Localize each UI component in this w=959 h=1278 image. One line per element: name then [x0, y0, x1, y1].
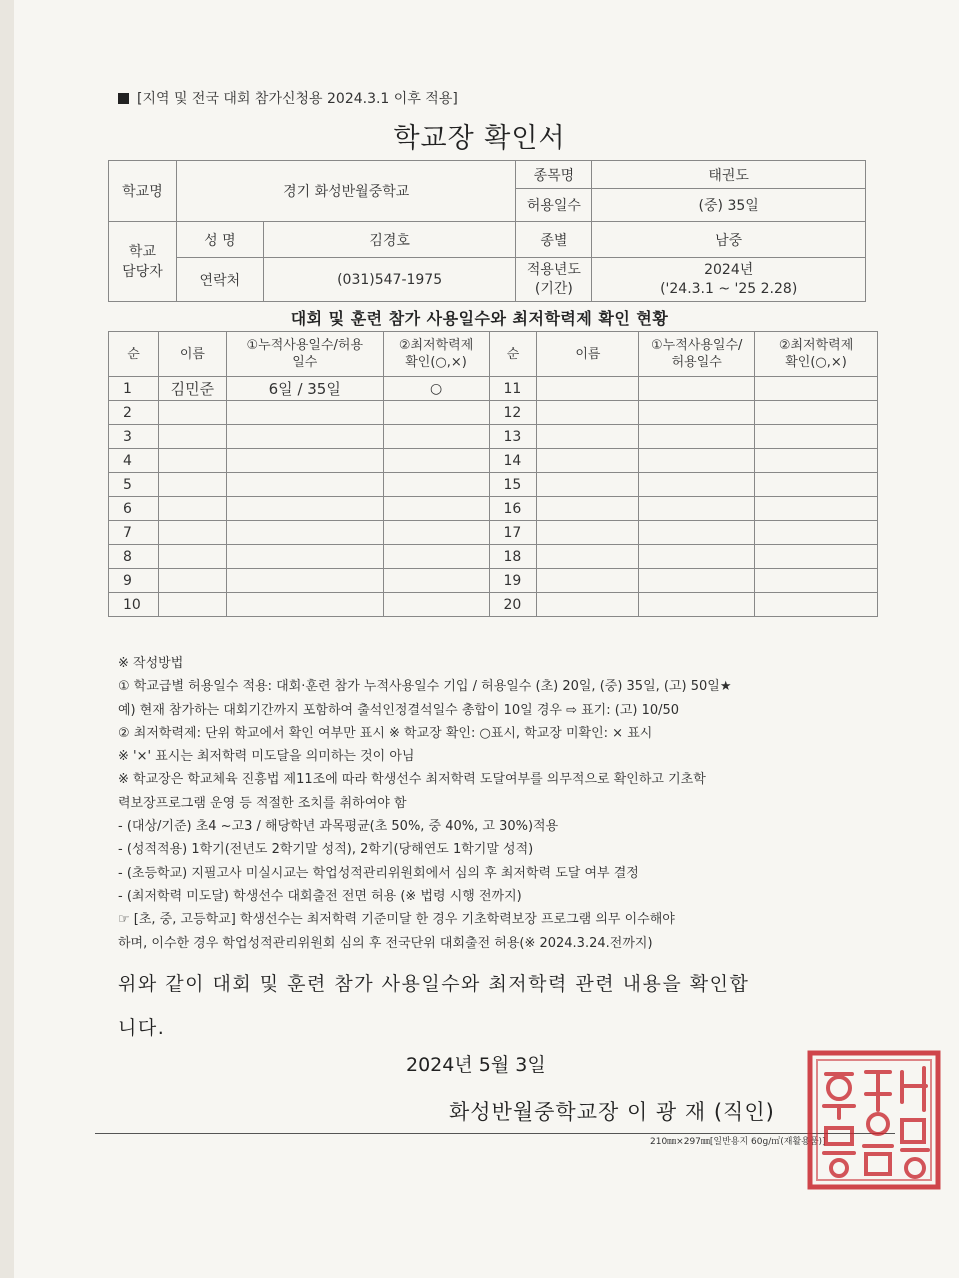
academic-check-2 [755, 521, 878, 545]
student-name [158, 497, 226, 521]
academic-check [383, 593, 489, 617]
row-number: 3 [109, 425, 159, 449]
row-number: 5 [109, 473, 159, 497]
row-number: 7 [109, 521, 159, 545]
academic-check: ○ [383, 377, 489, 401]
table-row [109, 401, 878, 425]
student-name-2 [537, 401, 639, 425]
table-row [109, 569, 878, 593]
used-days [226, 521, 383, 545]
academic-check [383, 521, 489, 545]
header-note: [지역 및 전국 대회 참가신청용 2024.3.1 이후 적용] [118, 88, 458, 108]
contact-label: 연락처 [176, 258, 263, 302]
student-name [158, 449, 226, 473]
student-name [158, 593, 226, 617]
row-number: 8 [109, 545, 159, 569]
academic-check-2 [755, 473, 878, 497]
document-title: 학교장 확인서 [393, 123, 566, 154]
header-days-2: ①누적사용일수/ 허용일수 [639, 332, 755, 377]
event-label: 종목명 [516, 161, 592, 189]
row-number-2: 15 [489, 473, 537, 497]
student-name [158, 521, 226, 545]
academic-check [383, 401, 489, 425]
status-rows [109, 377, 878, 617]
row-number-2: 19 [489, 569, 537, 593]
used-days [226, 449, 383, 473]
used-days-2 [639, 593, 755, 617]
student-name [158, 401, 226, 425]
note-line: ※ 작성방법 [118, 656, 184, 671]
row-number-2: 14 [489, 449, 537, 473]
row-number: 4 [109, 449, 159, 473]
allowed-days-value: (중) 35일 [592, 189, 866, 222]
confirmation-statement [118, 962, 749, 1050]
status-title: 대회 및 훈련 참가 사용일수와 최저학력제 확인 현황 [290, 309, 669, 328]
note-line: - (초등학교) 지필고사 미실시교는 학업성적관리위원회에서 심의 후 최저학력 도달 여부 결정 [118, 865, 639, 881]
table-row [109, 521, 878, 545]
student-name [158, 473, 226, 497]
row-number-2: 16 [489, 497, 537, 521]
year-cell [592, 258, 866, 302]
used-days-2 [639, 473, 755, 497]
note-line: - (성적적용) 1학기(전년도 2학기말 성적), 2학기(당해연도 1학기말 성적) [118, 842, 534, 858]
note-line: ☞ [초, 중, 고등학교] 학생선수는 최저학력 기준미달 한 경우 기초학력보장 프로그램 의무 이수해야 [118, 912, 675, 928]
note-line: ※ '×' 표시는 최저학력 미도달을 의미하는 것이 아님 [118, 749, 415, 765]
student-name [158, 425, 226, 449]
note-line: - (최저학력 미도달) 학생선수 대회출전 전면 허용 (※ 법령 시행 전까지) [118, 888, 522, 904]
academic-check-2 [755, 497, 878, 521]
note-line: ※ 학교장은 학교체육 진흥법 제11조에 따라 학생선수 최저학력 도달여부를 의무적으로 확인하고 기초학 [118, 772, 706, 788]
academic-check-2 [755, 449, 878, 473]
academic-check [383, 425, 489, 449]
contact-value: (031)547-1975 [263, 258, 516, 302]
student-name-2 [537, 425, 639, 449]
student-name: 김민준 [158, 377, 226, 401]
student-name [158, 569, 226, 593]
used-days [226, 569, 383, 593]
used-days-2 [639, 449, 755, 473]
used-days-2 [639, 401, 755, 425]
academic-check-2 [755, 593, 878, 617]
used-days-2 [639, 425, 755, 449]
manager-label: 학교 담당자 [109, 222, 177, 302]
row-number-2: 13 [489, 425, 537, 449]
student-name-2 [537, 545, 639, 569]
header-name: 이름 [158, 332, 226, 377]
used-days [226, 593, 383, 617]
academic-check [383, 569, 489, 593]
header-name-2: 이름 [537, 332, 639, 377]
gender-label: 종별 [516, 222, 592, 258]
used-days [226, 497, 383, 521]
header-days: ①누적사용일수/허용 일수 [226, 332, 383, 377]
event-value: 태권도 [592, 161, 866, 189]
table-row [109, 473, 878, 497]
principal-signature: 화성반월중학교장 이 광 재 (직인) [449, 1100, 775, 1124]
confirm-line: 위와 같이 대회 및 훈련 참가 사용일수와 최저학력 관련 내용을 확인합 [118, 973, 750, 995]
used-days [226, 545, 383, 569]
student-name-2 [537, 377, 639, 401]
table-row [109, 449, 878, 473]
used-days-2 [639, 569, 755, 593]
student-name-2 [537, 569, 639, 593]
used-days [226, 425, 383, 449]
row-number-2: 12 [489, 401, 537, 425]
row-number: 6 [109, 497, 159, 521]
header-check-2: ②최저학력제 확인(○,×) [755, 332, 878, 377]
student-name-2 [537, 473, 639, 497]
note-line: - (대상/기준) 초4 ~고3 / 해당학년 과목평균(초 50%, 중 40%, 고 30%)적용 [118, 819, 559, 835]
row-number-2: 11 [489, 377, 537, 401]
note-line: 하며, 이수한 경우 학업성적관리위원회 심의 후 전국단위 대회출전 허용(※ 2024.3.24.전까지) [118, 935, 653, 951]
year-value: 2024년 [704, 261, 754, 278]
academic-check [383, 449, 489, 473]
school-value: 경기 화성반월중학교 [176, 161, 516, 222]
academic-check-2 [755, 377, 878, 401]
academic-check-2 [755, 545, 878, 569]
note-line: 예) 현재 참가하는 대회기간까지 포함하여 출석인정결석일수 총합이 10일 경우 ⇨ 표기: (고) 10/50 [118, 702, 680, 718]
used-days: 6일 / 35일 [226, 377, 383, 401]
confirm-line: 니다. [118, 1017, 166, 1039]
square-bullet-icon [118, 93, 129, 104]
academic-check-2 [755, 425, 878, 449]
row-number: 1 [109, 377, 159, 401]
note-line: 력보장프로그램 운영 등 적절한 조치를 취하여야 함 [118, 795, 407, 811]
academic-check [383, 545, 489, 569]
name-label: 성 명 [176, 222, 263, 258]
status-table [108, 331, 878, 617]
issue-date: 2024년 5월 3일 [406, 1054, 546, 1076]
used-days-2 [639, 521, 755, 545]
note-line: ① 학교급별 허용일수 적용: 대회·훈련 참가 누적사용일수 기입 / 허용일수 (초) 20일, (중) 35일, (고) 50일★ [118, 679, 732, 695]
paper-spec: 210㎜×297㎜[일반용지 60g/㎡(재활용품)] [650, 1137, 826, 1147]
academic-check [383, 497, 489, 521]
name-value: 김경호 [263, 222, 516, 258]
table-row [109, 377, 878, 401]
used-days [226, 401, 383, 425]
used-days-2 [639, 545, 755, 569]
academic-check-2 [755, 401, 878, 425]
academic-check [383, 473, 489, 497]
student-name-2 [537, 521, 639, 545]
academic-check-2 [755, 569, 878, 593]
row-number-2: 17 [489, 521, 537, 545]
student-name-2 [537, 593, 639, 617]
used-days [226, 473, 383, 497]
allowed-days-label: 허용일수 [516, 189, 592, 222]
student-name-2 [537, 497, 639, 521]
table-row [109, 545, 878, 569]
row-number-2: 18 [489, 545, 537, 569]
used-days-2 [639, 497, 755, 521]
table-row [109, 593, 878, 617]
used-days-2 [639, 377, 755, 401]
header-no-2: 순 [489, 332, 537, 377]
header-no: 순 [109, 332, 159, 377]
school-label: 학교명 [109, 161, 177, 222]
student-name-2 [537, 449, 639, 473]
writing-instructions [118, 652, 731, 955]
row-number: 2 [109, 401, 159, 425]
year-label: 적용년도 (기간) [516, 258, 592, 302]
header-check: ②최저학력제 확인(○,×) [383, 332, 489, 377]
official-seal-icon [806, 1050, 942, 1190]
table-row [109, 425, 878, 449]
gender-value: 남중 [592, 222, 866, 258]
student-name [158, 545, 226, 569]
row-number: 10 [109, 593, 159, 617]
period-value: ('24.3.1 ~ '25 2.28) [660, 280, 798, 297]
row-number: 9 [109, 569, 159, 593]
note-line: ② 최저학력제: 단위 학교에서 확인 여부만 표시 ※ 학교장 확인: ○표시, 학교장 미확인: × 표시 [118, 725, 653, 741]
table-row [109, 497, 878, 521]
school-info-table [108, 160, 866, 302]
row-number-2: 20 [489, 593, 537, 617]
